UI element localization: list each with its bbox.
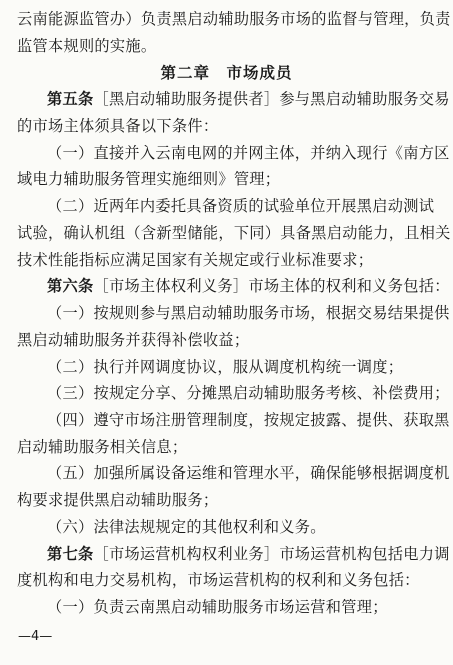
article-number: 第五条 [47, 90, 94, 109]
list-item: （一）按规则参与黑启动辅助服务市场，根据交易结果提供 [47, 304, 450, 322]
chapter-heading: 第二章 市场成员 [160, 63, 293, 82]
article-text: ［黑启动辅助服务提供者］参与黑启动辅助服务交易 [93, 90, 450, 109]
body-line: 试验，确认机组（含新型储能，下同）具备黑启动能力，且相关 [17, 223, 451, 242]
article-6-first-line [47, 277, 450, 295]
body-line: 域电力辅助服务管理实施细则》管理； [17, 170, 281, 189]
body-line: 构要求提供黑启动辅助服务； [17, 491, 219, 510]
body-line: 监管本规则的实施。 [17, 36, 157, 55]
article-5-first-line [47, 90, 450, 108]
article-text: ［市场运营机构权利业务］市场运营机构包括电力调 [93, 544, 450, 563]
list-item: （五）加强所属设备运维和管理水平，确保能够根据调度机 [47, 464, 450, 483]
list-item: （三）按规定分享、分摊黑启动辅助服务考核、补偿费用； [47, 384, 450, 403]
page-number: —4— [18, 629, 53, 644]
list-item: （四）遵守市场注册管理制度，按规定披露、提供、获取黑 [47, 410, 450, 429]
article-number: 第七条 [47, 544, 94, 563]
body-line: 的市场主体须具备以下条件： [17, 116, 219, 135]
body-line: 启动辅助服务相关信息； [17, 437, 188, 456]
body-line: 黑启动辅助服务并获得补偿收益； [17, 330, 250, 349]
list-item: （二）执行并网调度协议，服从调度机构统一调度； [47, 357, 404, 376]
article-7-first-line [47, 545, 450, 563]
list-item: （一）直接并入云南电网的并网主体，并纳入现行《南方区 [47, 143, 450, 162]
article-text: ［市场主体权利义务］市场主体的权利和义务包括： [93, 277, 450, 296]
list-item: （二）近两年内委托具备资质的试验单位开展黑启动测试 [47, 197, 435, 216]
list-item: （六）法律法规规定的其他权利和义务。 [47, 517, 326, 536]
body-line: 技术性能指标应满足国家有关规定或行业标准要求； [17, 250, 374, 269]
body-line: 度机构和电力交易机构，市场运营机构的权利和义务包括： [17, 571, 420, 590]
body-line: 云南能源监管办）负责黑启动辅助服务市场的监督与管理，负责 [17, 10, 451, 28]
list-item: （一）负责云南黑启动辅助服务市场运营和管理； [47, 598, 388, 616]
article-number: 第六条 [47, 277, 94, 296]
